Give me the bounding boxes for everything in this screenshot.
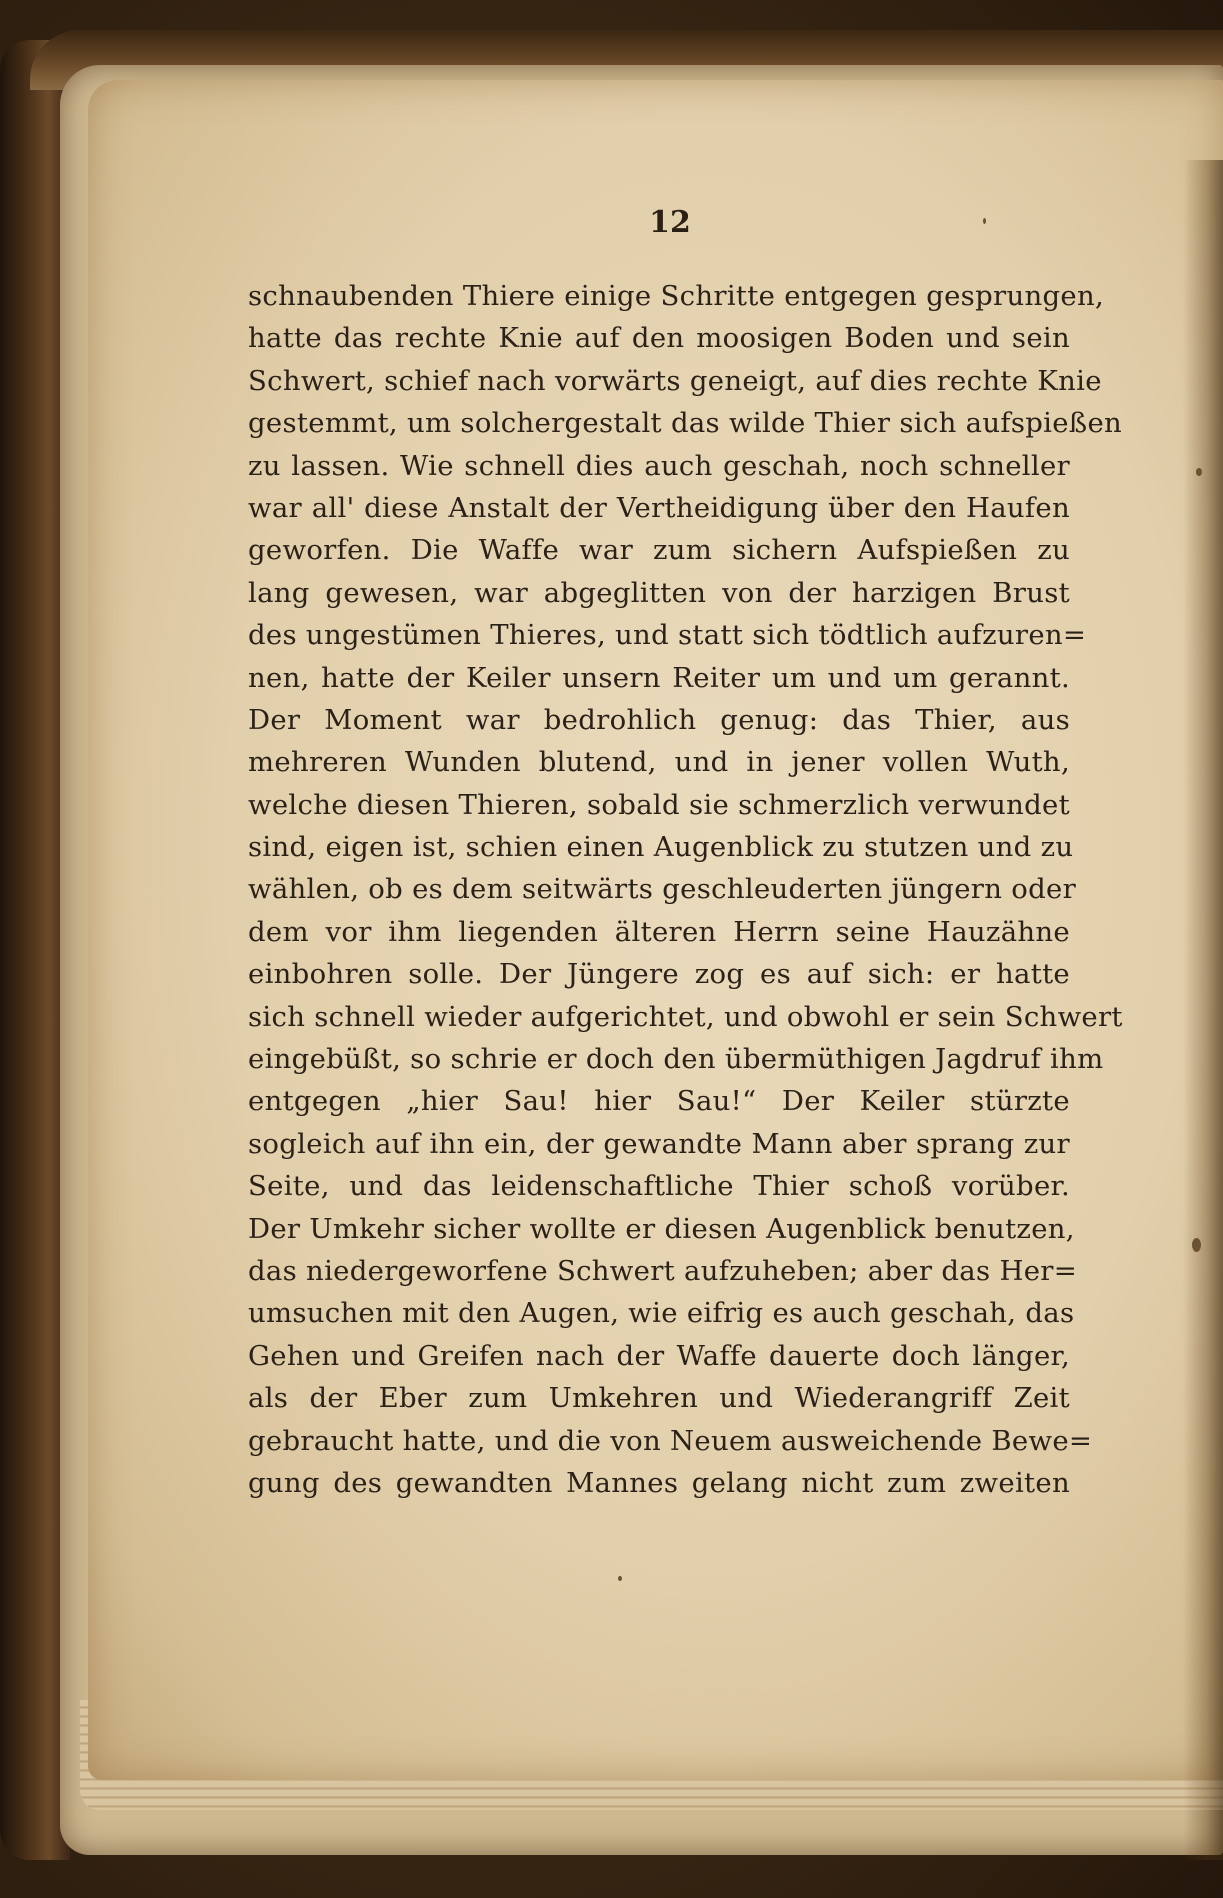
text-line: hatte das rechte Knie auf den moosigen Boden und sein: [248, 322, 1070, 355]
text-line: lang gewesen, war abgeglitten von der harzigen Brust: [248, 576, 1070, 609]
page-number: 12: [649, 205, 691, 240]
text-line: war all' diese Anstalt der Vertheidigung über den Haufen: [248, 491, 1070, 524]
text-line: gung des gewandten Mannes gelang nicht zum zweiten: [248, 1466, 1070, 1499]
text-line: geworfen. Die Waffe war zum sichern Aufspießen zu: [248, 534, 1070, 567]
text-line: wählen, ob es dem seitwärts geschleuderten jüngern oder: [248, 873, 1077, 906]
text-line: sogleich auf ihn ein, der gewandte Mann aber sprang zur: [248, 1127, 1070, 1160]
text-line: einbohren solle. Der Jüngere zog es auf sich: er hatte: [248, 958, 1070, 991]
text-line: des ungestümen Thieres, und statt sich tödtlich aufzuren=: [248, 619, 1087, 652]
text-line: Schwert, schief nach vorwärts geneigt, auf dies rechte Knie: [248, 364, 1102, 397]
text-line: mehreren Wunden blutend, und in jener vollen Wuth,: [248, 746, 1070, 779]
text-line: Seite, und das leidenschaftliche Thier schoß vorüber.: [248, 1170, 1070, 1203]
text-line: Gehen und Greifen nach der Waffe dauerte doch länger,: [248, 1339, 1070, 1372]
text-line: als der Eber zum Umkehren und Wiederangriff Zeit: [248, 1382, 1070, 1415]
body-text: [248, 275, 1123, 1504]
text-line: dem vor ihm liegenden älteren Herrn seine Hauzähne: [248, 915, 1070, 948]
text-line: schnaubenden Thiere einige Schritte entgegen gesprungen,: [248, 280, 1104, 312]
paper-speck: [1196, 468, 1202, 476]
text-line: sind, eigen ist, schien einen Augenblick zu stutzen und zu: [248, 831, 1074, 864]
paper-speck: [1192, 1238, 1201, 1252]
text-line: Der Umkehr sicher wollte er diesen Augenblick benutzen,: [248, 1212, 1075, 1245]
paper-speck: [618, 1576, 622, 1581]
text-line: das niedergeworfene Schwert aufzuheben; aber das Her=: [248, 1254, 1078, 1287]
text-line: zu lassen. Wie schnell dies auch geschah, noch schneller: [248, 449, 1070, 482]
text-line: umsuchen mit den Augen, wie eifrig es auch geschah, das: [248, 1297, 1075, 1330]
text-line: Der Moment war bedrohlich genug: das Thier, aus: [248, 703, 1070, 736]
page-gutter: [1183, 160, 1223, 1860]
text-line: entgegen „hier Sau! hier Sau!“ Der Keiler stürzte: [248, 1085, 1070, 1118]
text-line: nen, hatte der Keiler unsern Reiter um und um gerannt.: [248, 661, 1070, 694]
text-line: gestemmt, um solchergestalt das wilde Thier sich aufspießen: [248, 407, 1123, 440]
text-line: gebraucht hatte, und die von Neuem ausweichende Bewe=: [248, 1424, 1093, 1457]
text-line: eingebüßt, so schrie er doch den übermüthigen Jagdruf ihm: [248, 1043, 1104, 1076]
paper-speck: [983, 218, 986, 224]
text-line: sich schnell wieder aufgerichtet, und obwohl er sein Schwert: [248, 1000, 1123, 1033]
text-line: welche diesen Thieren, sobald sie schmerzlich verwundet: [248, 788, 1070, 821]
